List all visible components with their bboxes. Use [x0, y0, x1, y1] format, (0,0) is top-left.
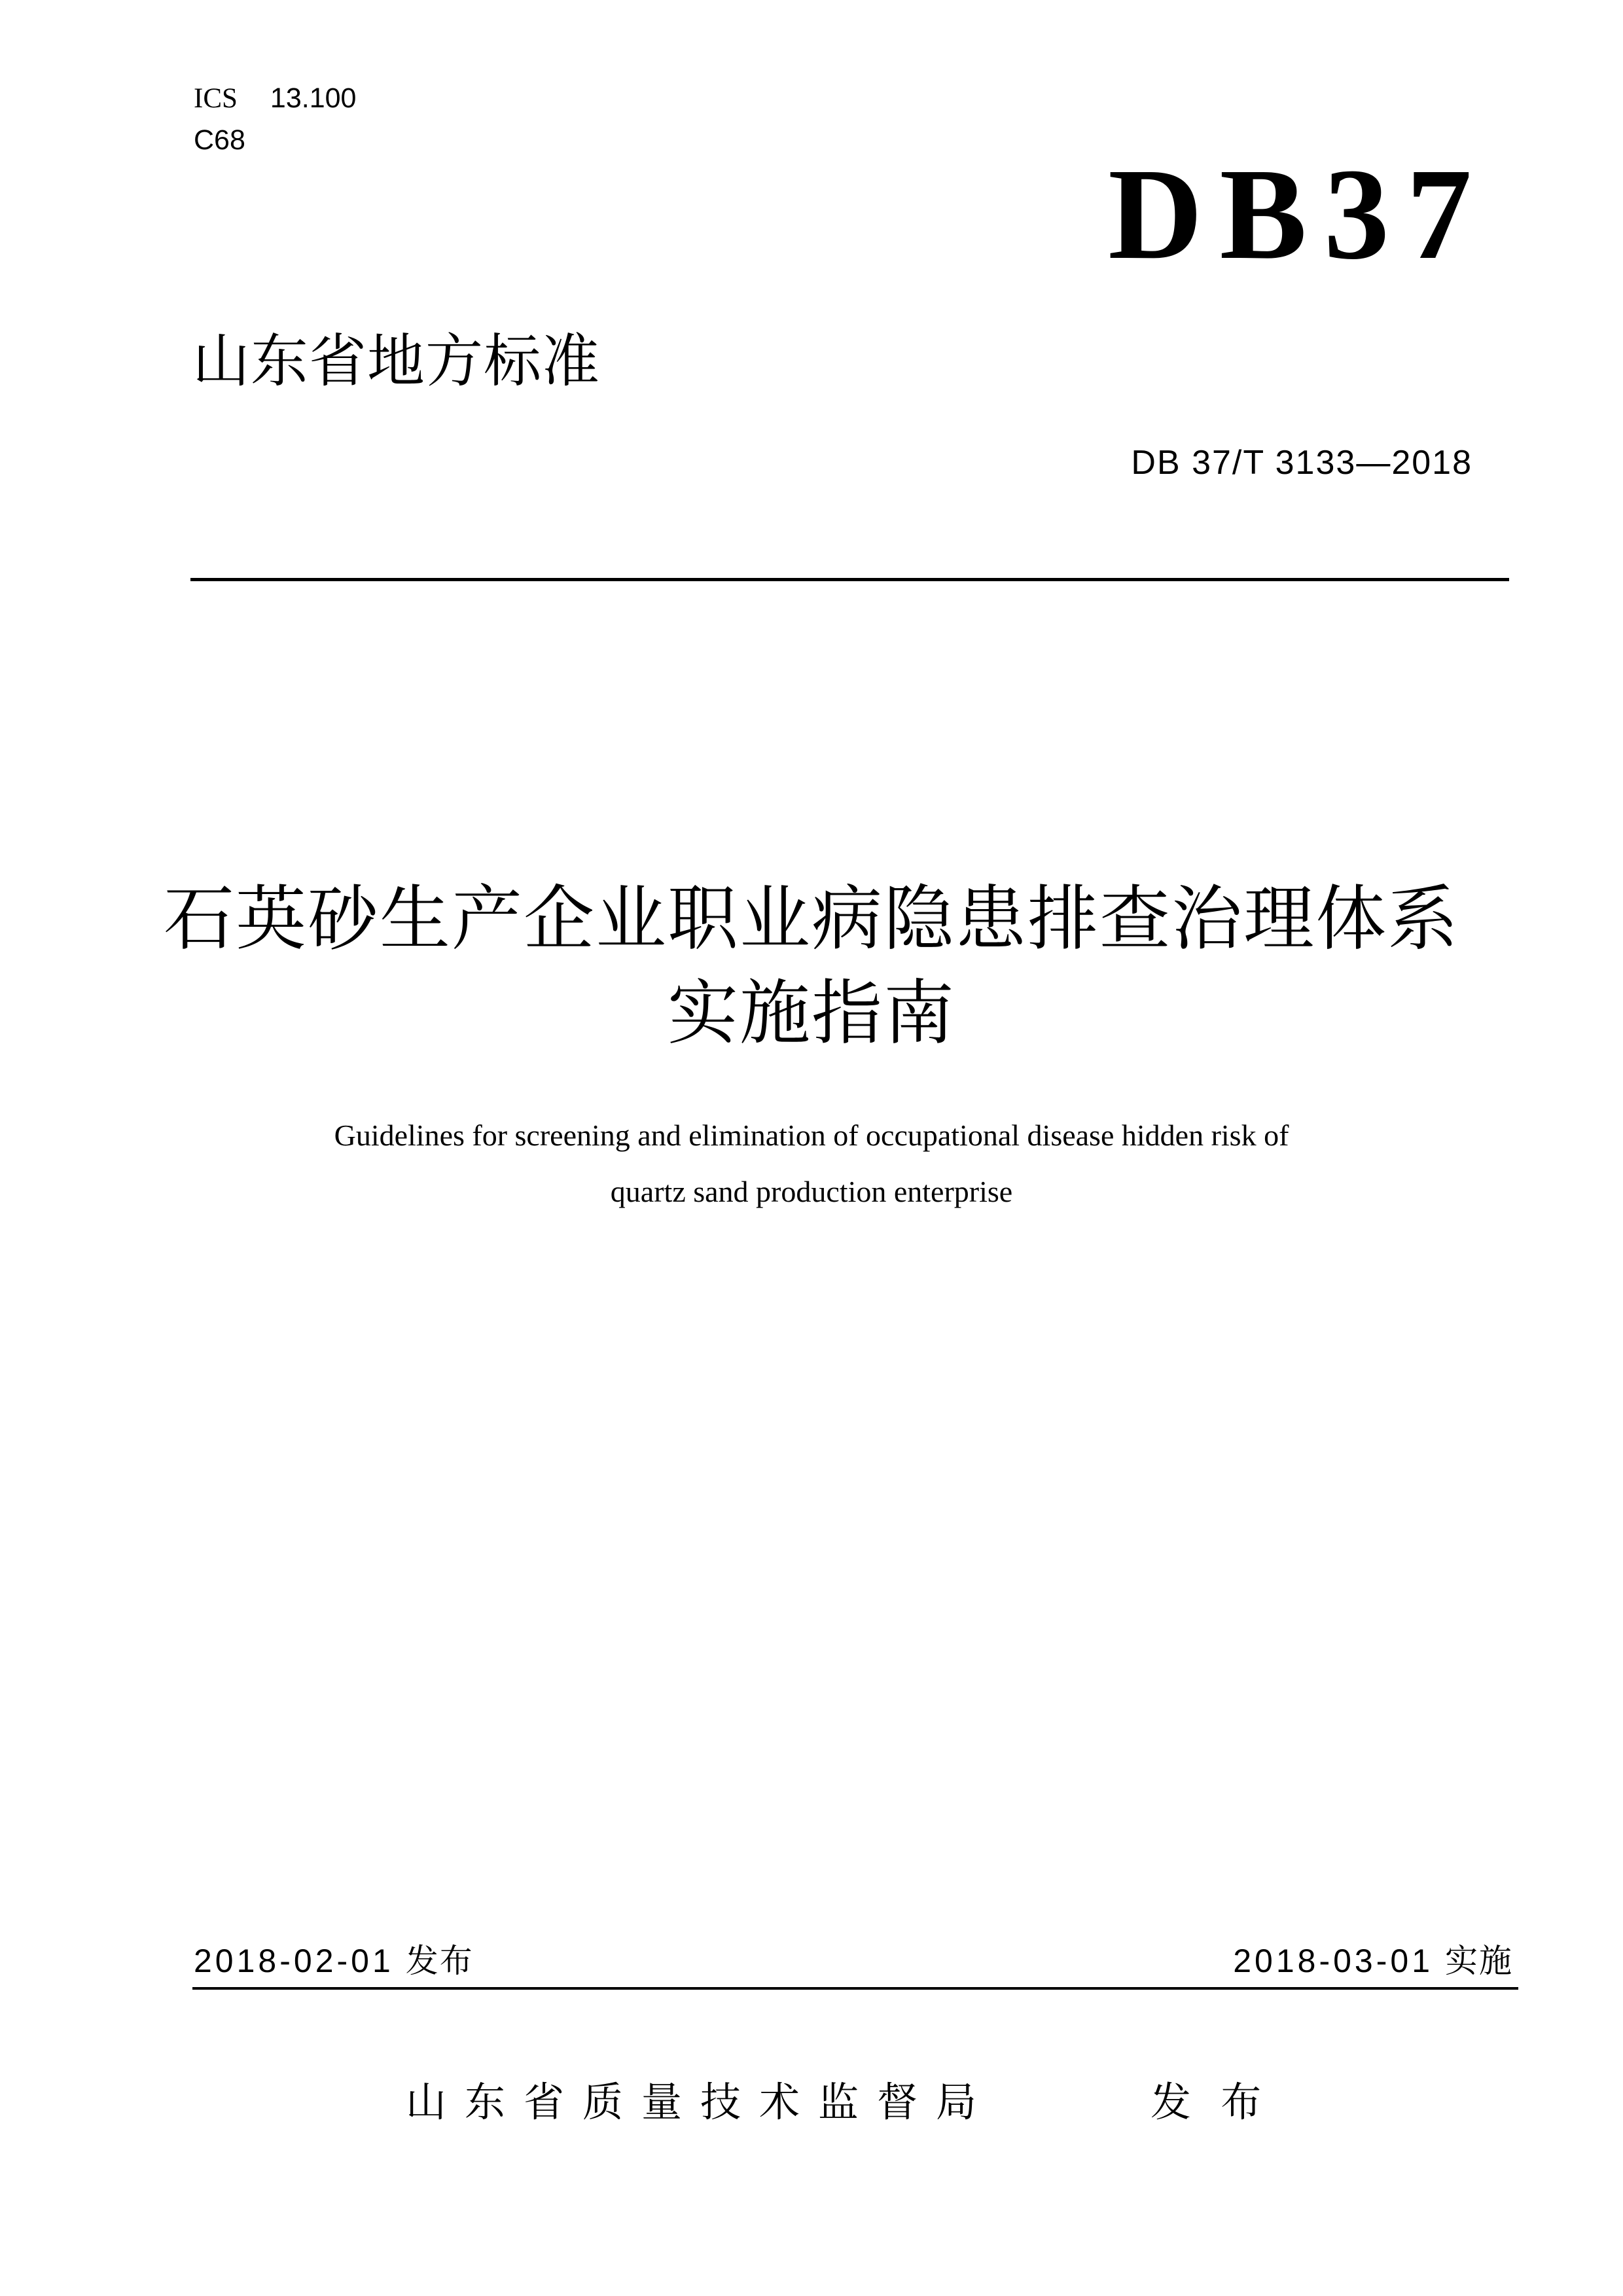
implement-label: 实施: [1445, 1943, 1513, 1979]
issue-date-group: [194, 1941, 474, 1981]
date-row: [194, 1941, 1513, 1981]
standard-code: DB 37/T 3133—2018: [1131, 444, 1472, 482]
ics-label: ICS: [194, 83, 238, 114]
title-en-line2: quartz sand production enterprise: [610, 1175, 1013, 1208]
title-zh-line2: 实施指南: [667, 973, 955, 1052]
title-en-line1: Guidelines for screening and elimination of occupational disease hidden risk of: [334, 1119, 1289, 1152]
implement-date-group: [1233, 1941, 1513, 1981]
footer-divider-rule: [192, 1987, 1518, 1990]
ics-row: [194, 82, 356, 115]
header-divider-rule: [190, 578, 1509, 581]
implement-date: 2018-03-01: [1233, 1943, 1433, 1979]
publisher-name: 山东省质量技术监督局: [406, 2080, 995, 2125]
issue-label: 发布: [405, 1943, 474, 1979]
publish-action-label: 发 布: [1150, 2080, 1271, 2125]
standard-category-label: 山东省地方标准: [192, 329, 601, 393]
issue-date: 2018-02-01: [194, 1943, 394, 1979]
classification-code: C68: [194, 124, 245, 156]
db37-logo: DB37: [1108, 142, 1489, 287]
title-zh-line1: 石英砂生产企业职业病隐患排查治理体系: [163, 879, 1459, 958]
ics-code: 13.100: [270, 82, 357, 114]
